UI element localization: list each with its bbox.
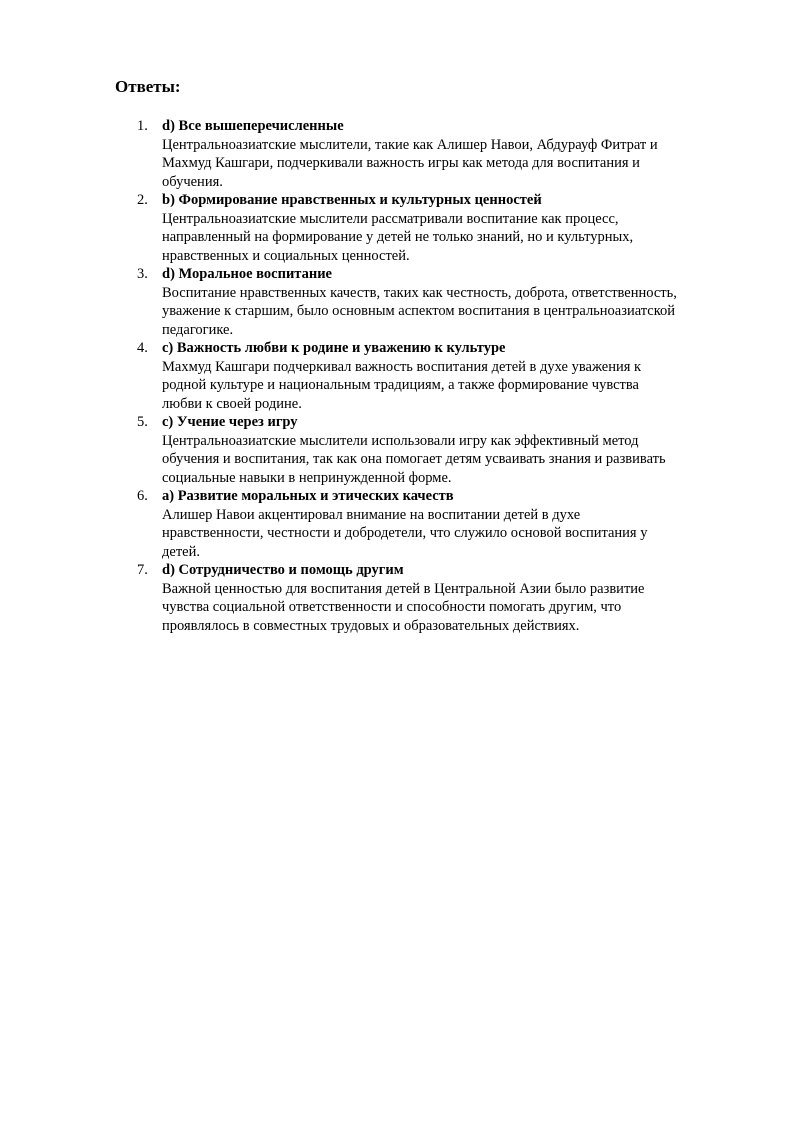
answer-number: 3. — [137, 266, 148, 282]
answer-text-line: направленный на формирование у детей не только знаний, но и культурных, — [162, 229, 634, 246]
answer-text-line: Центральноазиатские мыслители рассматривали воспитание как процесс, — [162, 210, 619, 227]
answer-text-line: обучения и воспитания, так как она помогает детям усваивать знания и развивать — [162, 451, 666, 468]
answer-title: d) Все вышеперечисленные — [162, 118, 344, 134]
answer-text-line: чувства социальной ответственности и способности помогать другим, что — [162, 599, 622, 616]
answer-text-line: Центральноазиатские мыслители использовали игру как эффективный метод — [162, 432, 639, 449]
answer-title: c) Важность любви к родине и уважению к культуре — [162, 340, 506, 356]
answer-text-line: нравственных и социальных ценностей. — [162, 247, 410, 264]
answer-text-line: Воспитание нравственных качеств, таких как честность, доброта, ответственность, — [162, 284, 677, 301]
answer-title: c) Учение через игру — [162, 414, 298, 430]
answer-text-line: социальные навыки в непринужденной форме. — [162, 469, 452, 486]
answer-number: 7. — [137, 562, 148, 578]
answer-text-line: родной культуре и национальным традициям, а также формирование чувства — [162, 377, 639, 394]
answer-text-line: Важной ценностью для воспитания детей в Центральной Азии было развитие — [162, 580, 645, 597]
answer-title: d) Моральное воспитание — [162, 266, 332, 282]
answer-text-line: детей. — [162, 543, 200, 560]
answer-number: 6. — [137, 488, 148, 504]
answer-text-line: Махмуд Кашгари, подчеркивали важность игры как метода для воспитания и — [162, 155, 640, 172]
answer-title: a) Развитие моральных и этических качеств — [162, 488, 454, 504]
answer-text-line: Центральноазиатские мыслители, такие как Алишер Навои, Абдурауф Фитрат и — [162, 136, 658, 153]
answer-number: 5. — [137, 414, 148, 430]
answer-text-line: педагогике. — [162, 321, 234, 338]
answer-text-line: уважение к старшим, было основным аспектом воспитания в центральноазиатской — [162, 303, 676, 320]
answer-text-line: Махмуд Кашгари подчеркивал важность воспитания детей в духе уважения к — [162, 358, 642, 375]
answer-number: 1. — [137, 118, 148, 134]
answer-text-line: Алишер Навои акцентировал внимание на воспитании детей в духе — [162, 506, 581, 523]
answer-text-line: любви к своей родине. — [162, 395, 302, 412]
answers-heading: Ответы: — [115, 77, 181, 96]
answer-text-line: обучения. — [162, 173, 223, 190]
answer-text-line: проявлялось в совместных трудовых и образовательных действиях. — [162, 617, 580, 634]
answer-title: d) Сотрудничество и помощь другим — [162, 562, 404, 578]
answer-title: b) Формирование нравственных и культурных ценностей — [162, 192, 542, 208]
answer-number: 4. — [137, 340, 148, 356]
answer-text-line: нравственности, честности и добродетели, что служило основой воспитания у — [162, 525, 648, 542]
answer-number: 2. — [137, 192, 148, 208]
